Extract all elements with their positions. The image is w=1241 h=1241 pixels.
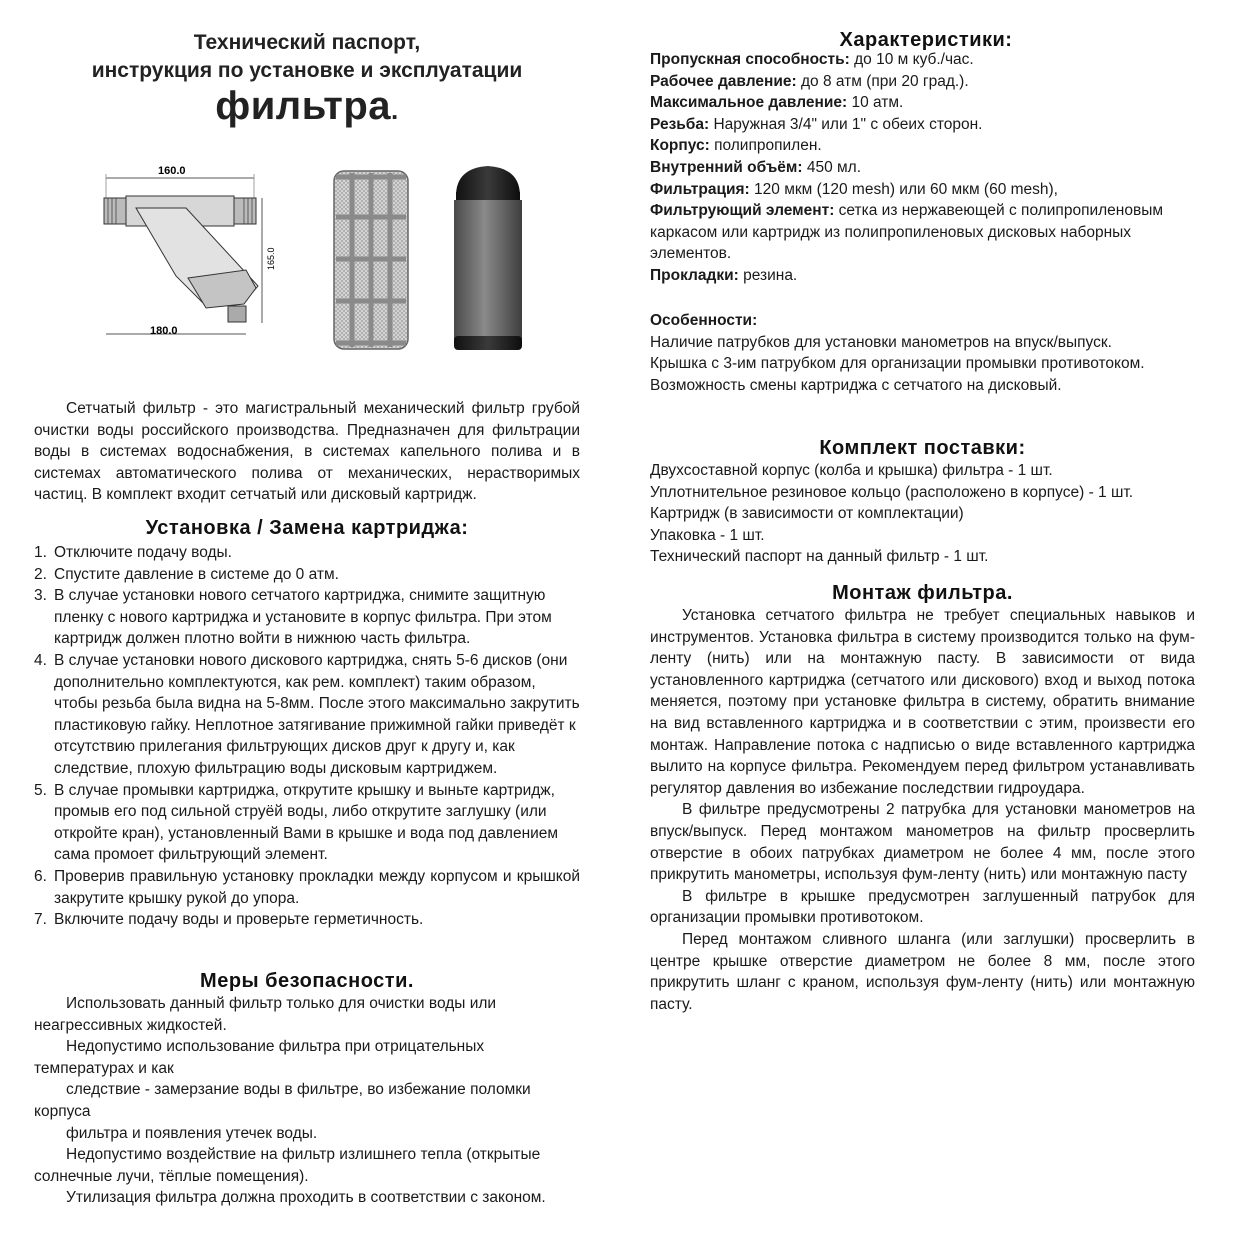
install-step: 2. Спустите давление в системе до 0 атм.	[34, 565, 339, 583]
kit-item: Уплотнительное резиновое кольцо (расположено в корпусе) - 1 шт.	[650, 483, 1134, 501]
feature-item: Возможность смены картриджа с сетчатого на дисковый.	[650, 376, 1062, 394]
feature-item: Наличие патрубков для установки манометров на впуск/выпуск.	[650, 333, 1112, 351]
install-step: 3. В случае установки нового сетчатого картриджа, снимите защитную пленку с нового картриджа и установите в корпус фильтра. При этом картридж должен плотно войти в нижнюю часть фильтра.	[34, 587, 552, 648]
spec-row: Внутренний объём: 450 мл.	[650, 158, 862, 176]
title-line-1: Технический паспорт,	[193, 31, 421, 54]
safety-p1: Использовать данный фильтр только для очистки воды или неагрессивных жидкостей.	[34, 995, 497, 1034]
intro-paragraph: Сетчатый фильтр - это магистральный механический фильтр грубой очистки воды российского производства. Предназначен для фильтрации воды в системах водоснабжения, в системах капельного полива и в системах автоматического полива от механических, нерастворимых частиц. В комплект входит сетчатый или дисковый картридж.	[34, 400, 580, 504]
install-step: 7. Включите подачу воды и проверьте герметичность.	[34, 911, 424, 929]
install-step: 5. В случае промывки картриджа, открутите крышку и выньте картридж, промыв его под сильной струёй воды, либо открутите заглушку (или откройте кран), установленный Вами в крышке и вода под давлением сама промоет фильтрующий элемент.	[34, 781, 559, 864]
spec-row: Максимальное давление: 10 атм.	[650, 94, 904, 112]
filter-dimension-drawing	[96, 158, 286, 340]
mount-heading: Монтаж фильтра.	[832, 582, 1013, 604]
kit-section	[650, 437, 1195, 568]
safety-heading: Меры безопасности.	[200, 970, 414, 992]
safety-section	[34, 970, 580, 1209]
kit-item: Упаковка - 1 шт.	[650, 526, 765, 544]
mount-p2: В фильтре предусмотрены 2 патрубка для установки манометров на впуск/выпуск. Перед монтажом манометров на фильтр просверлить отверстие в обоих патрубках диаметром не более 4 мм, после этого прикрутить манометры, используя фум-ленту (нить) или монтажную пасту	[650, 801, 1195, 884]
specs-heading: Характеристики:	[839, 29, 1013, 51]
features-section	[650, 310, 1195, 396]
feature-item: Крышка с 3-им патрубком для организации промывки противотоком.	[650, 355, 1145, 373]
kit-item: Двухсоставной корпус (колба и крышка) фильтра - 1 шт.	[650, 462, 1053, 479]
title-main-word: фильтра	[215, 84, 392, 128]
kit-item: Технический паспорт на данный фильтр - 1 шт.	[650, 548, 989, 566]
spec-row: Корпус: полипропилен.	[650, 137, 822, 155]
spec-row: Резьба: Наружная 3/4" или 1" с обеих сторон.	[650, 115, 983, 133]
dim-top-label: 160.0	[158, 165, 186, 177]
safety-p4: Утилизация фильтра должна проходить в соответствии с законом.	[66, 1189, 546, 1207]
dim-height-label: 165.0	[266, 247, 276, 270]
install-step: 6. Проверив правильную установку прокладки между корпусом и крышкой закрутите крышку рукой до упора.	[34, 867, 580, 907]
install-step: 1. Отключите подачу воды.	[34, 544, 232, 561]
safety-p3: Недопустимо воздействие на фильтр излишнего тепла (открытые солнечные лучи, тёплые помещения).	[34, 1146, 541, 1185]
disc-cartridge-image	[448, 160, 528, 354]
install-step: 4. В случае установки нового дискового картриджа, снять 5-6 дисков (они дополнительно комплектуются, как рем. комплект) таким образом, чтобы резьба была видна на 5-8мм. После этого максимально закрутить пластиковую гайку. Неплотное затягивание прижимной гайки приведёт к отсутствию прилегания фильтрующих дисков друг к другу и, как следствие, плохую фильтрацию воды дисковым картриджем.	[34, 651, 580, 777]
mount-p4: Перед монтажом сливного шланга (или заглушки) просверлить в центре крышке отверстие диаметром не более 8 мм, после этого прикрутить шланг с краном, используя фум-ленту (нить) или монтажную пасту.	[650, 930, 1195, 1013]
spec-row: Фильтрующий элемент: сетка из нержавеющей с полипропиленовым каркасом или картридж из полипропиленовых дисковых наборных элементов.	[650, 202, 1163, 263]
spec-row: Фильтрация: 120 мкм (120 mesh) или 60 мкм (60 mesh),	[650, 180, 1058, 198]
intro-block	[34, 398, 580, 506]
title-dot: .	[391, 95, 399, 125]
title-line-2: инструкция по установке и эксплуатации	[91, 59, 523, 82]
dim-bottom-label: 180.0	[150, 325, 178, 337]
specs-section	[650, 29, 1202, 287]
spec-row: Прокладки: резина.	[650, 266, 798, 284]
kit-item: Картридж (в зависимости от комплектации)	[650, 505, 964, 523]
spec-row: Пропускная способность: до 10 м куб./час.	[650, 51, 974, 68]
spec-row: Рабочее давление: до 8 атм (при 20 град.).	[650, 72, 969, 90]
install-steps	[34, 542, 580, 931]
features-heading: Особенности:	[650, 312, 758, 329]
install-section	[34, 517, 580, 931]
kit-heading: Комплект поставки:	[819, 437, 1026, 459]
mesh-cartridge-image	[330, 165, 412, 355]
title-line-3	[34, 84, 580, 129]
mount-section	[650, 582, 1195, 1015]
install-heading: Установка / Замена картриджа:	[145, 517, 469, 539]
safety-p2b: следствие - замерзание воды в фильтре, во избежание поломки корпуса	[34, 1081, 531, 1120]
mount-p3: В фильтре в крышке предусмотрен заглушенный патрубок для организации промывки противотоком.	[650, 887, 1195, 927]
safety-p2c: фильтра и появления утечек воды.	[66, 1124, 318, 1142]
safety-p2a: Недопустимо использование фильтра при отрицательных температурах и как	[34, 1038, 485, 1077]
mount-p1: Установка сетчатого фильтра не требует специальных навыков и инструментов. Установка фильтра в систему производится только на фум-ленту (нить) или на монтажную пасту. В зависимости от вида установленного картриджа (сетчатого или дискового) вход и выход потока меняется, поэтому при установке фильтра в систему, обратить внимание на вид вставленного картриджа и в соответствии с этим, произвести его монтаж. Направление потока с надписью о виде вставленного картриджа вылито на корпусе фильтра. Рекомендуем перед фильтром устанавливать регулятор давления во избежание последствии гидроудара.	[650, 607, 1195, 797]
